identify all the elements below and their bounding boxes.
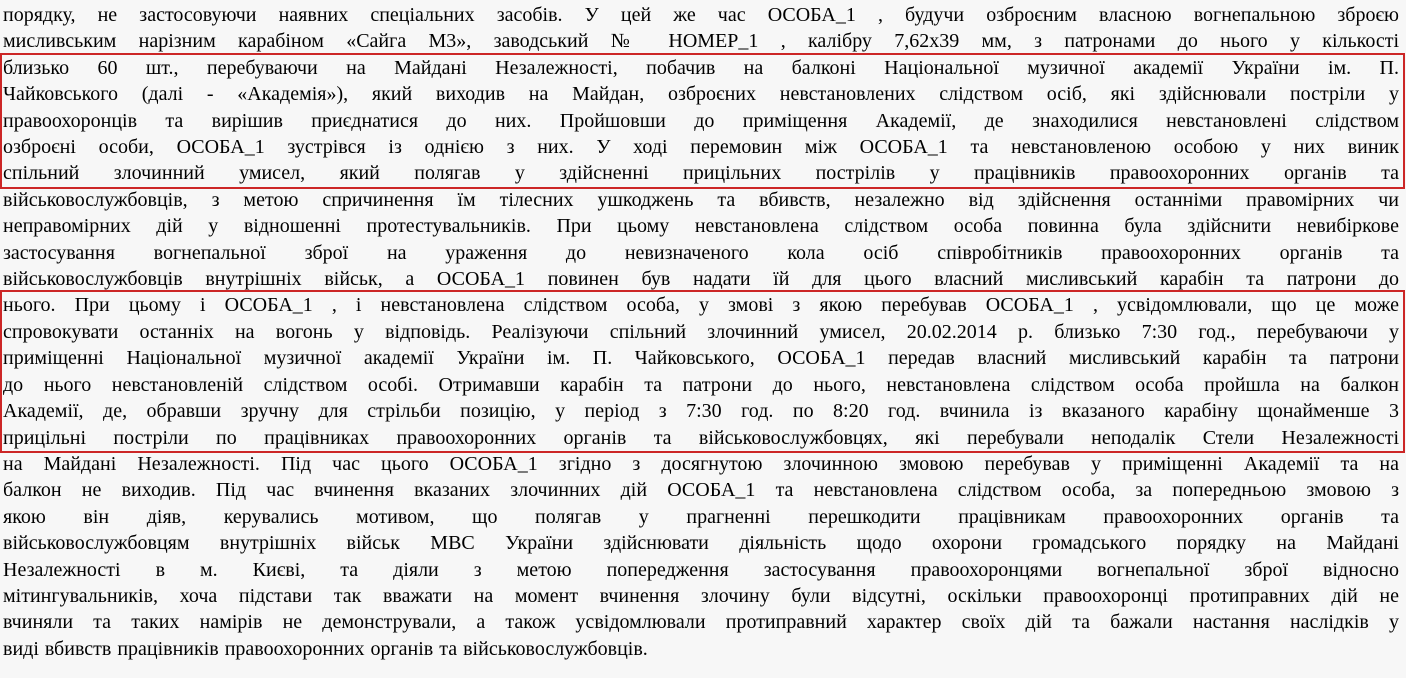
text-segment (3, 2, 1399, 55)
text-line: військовослужбовцям внутрішніх військ МВС України здійснювати діяльність щодо охорони громадського порядку на Майдані (3, 532, 1399, 555)
text-line: військовослужбовців, з метою спричинення їм тілесних ушкоджень та вбивств, незалежно від здійснення останніми правомірних чи (3, 188, 1399, 211)
text-line: нього. При цьому і ОСОБА_1 , і невстановлена слідством особа, у змові з якою перебував ОСОБА_1 , усвідомлювали, що це може (3, 294, 1399, 317)
text-line: застосування вогнепальної зброї на ураження до невизначеного кола осіб співробітників правоохоронних органів та (3, 241, 1399, 264)
text-line: прицільні постріли по працівниках правоохоронних органів та військовослужбовцях, які перебували неподалік Стели Незалежності (3, 426, 1399, 449)
text-line: близько 60 шт., перебуваючи на Майдані Незалежності, побачив на балконі Національної музичної академії України ім. П. (3, 56, 1399, 79)
text-line: приміщенні Національної музичної академії України ім. П. Чайковського, ОСОБА_1 передав власний мисливський карабін та патрони (3, 347, 1399, 370)
text-segment (3, 451, 1399, 662)
highlight-box (0, 53, 1405, 189)
text-line: на Майдані Незалежності. Під час цього ОСОБА_1 згідно з досягнутою злочинною змовою перебував у приміщенні Академії та на (3, 452, 1399, 475)
text-line: спільний злочинний умисел, який полягав у здійсненні прицільних пострілів у працівників правоохоронних органів та (3, 162, 1399, 185)
text-segment (3, 187, 1399, 293)
text-line: спровокувати останніх на вогонь у відповідь. Реалізуючи спільний злочинний умисел, 20.02.2014 р. близько 7:30 год., перебуваючи у (3, 320, 1399, 343)
text-line: озброєні особи, ОСОБА_1 зустрівся із однією з них. У ході перемовин між ОСОБА_1 та невстановленою особою у них виник (3, 136, 1399, 159)
text-line: балкон не виходив. Під час вчинення вказаних злочинних дій ОСОБА_1 та невстановлена слідством особа, за попередньою змовою з (3, 479, 1399, 502)
text-line: Незалежності в м. Києві, та діяли з метою попередження застосування правоохоронцями вогнепальної зброї відносно (3, 558, 1399, 581)
text-line: мітингувальників, хоча підстави так вважати на момент вчинення злочину були відсутні, оскільки правоохоронці протиправних дій не (3, 584, 1399, 607)
text-line: неправомірних дій у відношенні протестувальників. При цьому невстановлена слідством особа повинна була здійснити невибіркове (3, 215, 1399, 238)
text-line: порядку, не застосовуючи наявних спеціальних засобів. У цей же час ОСОБА_1 , будучи озброєним власною вогнепальною зброєю (3, 4, 1399, 26)
text-line: вчиняли та таких намірів не демонстрували, а також усвідомлювали протиправний характер своїх дій та бажали настання наслідків у (3, 611, 1399, 634)
highlight-box (0, 290, 1405, 452)
text-line: Академії, де, обравши зручну для стрільби позицію, у період з 7:30 год. по 8:20 год. вчинила із вказаного карабіну щонайменше 3 (3, 400, 1399, 423)
text-line: якою він діяв, керувались мотивом, що полягав у прагненні перешкодити працівникам правоохоронних органів та (3, 505, 1399, 528)
text-line: мисливським нарізним карабіном «Сайга М3», заводський № НОМЕР_1 , калібру 7,62х39 мм, з патронами до нього у кількості (3, 30, 1399, 53)
text-line: правоохоронців та вирішив приєднатися до них. Пройшовши до приміщення Академії, де знаходилися невстановлені слідством (3, 109, 1399, 132)
text-line: військовослужбовців внутрішніх військ, а ОСОБА_1 повинен був надати їй для цього власний мисливський карабін та патрони до (3, 268, 1399, 291)
text-line: виді вбивств працівників правоохоронних органів та військовослужбовців. (3, 637, 648, 660)
text-line: Чайковського (далі - «Академія»), який виходив на Майдан, озброєних невстановлених слідством осіб, які здійснювали постріли у (3, 83, 1399, 106)
text-line: до нього невстановленій слідством особі. Отримавши карабін та патрони до нього, невстановлена слідством особа пройшла на балкон (3, 373, 1399, 396)
